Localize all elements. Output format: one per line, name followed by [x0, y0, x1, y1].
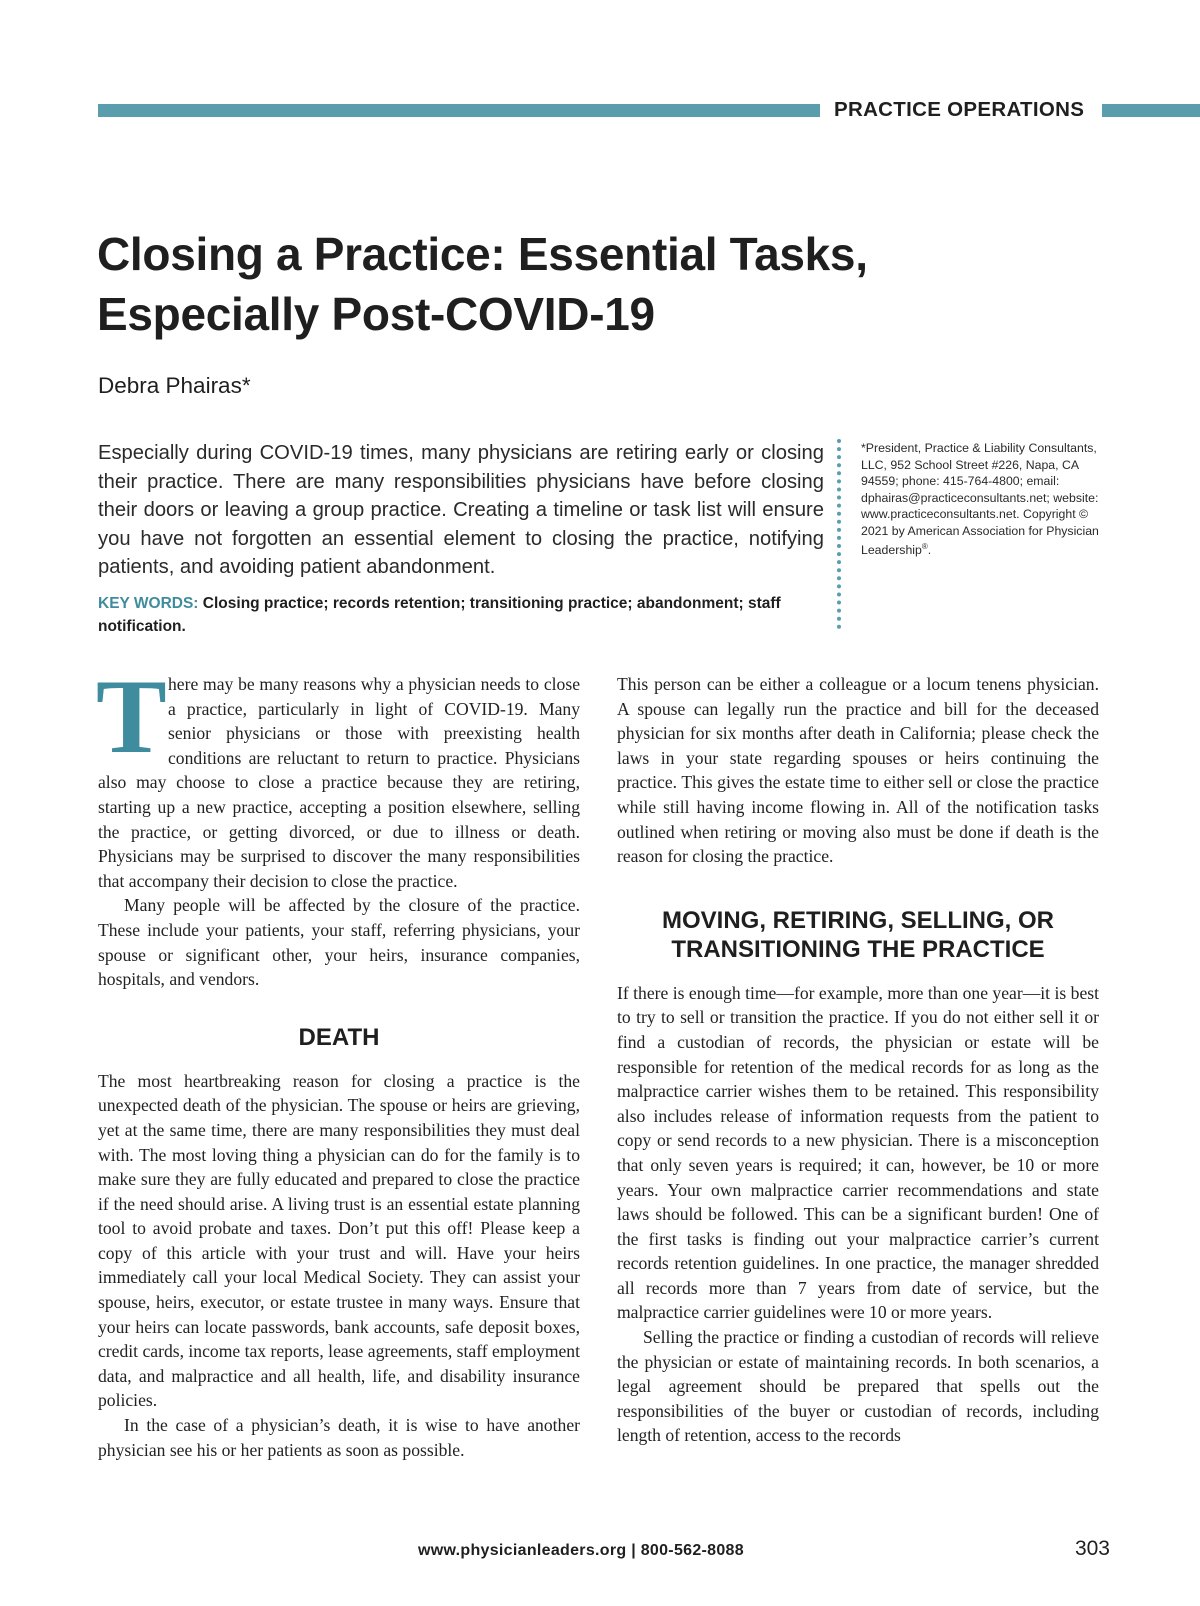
intro-paragraph: [96, 658, 580, 893]
article-title: Closing a Practice: Essential Tasks, Especially Post-COVID-19: [97, 228, 868, 340]
registered-mark: ®: [921, 542, 928, 551]
body-column-right: [617, 672, 1099, 1448]
affiliation-end: .: [927, 543, 932, 558]
article-abstract: Especially during COVID-19 times, many physicians are retiring early or closing their practice. There are many responsibilities physicians have before closing their doors or leaving a group practice. Creating a timeline or task list will ensure you have not forgotten an essential element to closing the practice, notifying patients, and avoiding patient abandonment.: [98, 442, 824, 579]
keywords-label: KEY WORDS:: [98, 595, 199, 612]
header-rule-right: [1102, 104, 1200, 117]
selling-paragraph: Selling the practice or finding a custodian of records will relieve the physician or estate of maintaining records. In both scenarios, a legal agreement should be prepared that spells out the responsibilities of the buyer or custodian of records, including length of retention, access to the records: [617, 1327, 1099, 1446]
death-paragraph: The most heartbreaking reason for closing a practice is the unexpected death of the physician. The spouse or heirs are grieving, yet at the same time, there are many responsibilities they must deal with. The most loving thing a physician can do for the family is to make sure they are fully educated and prepared to close the practice if the need should arise. A living trust is an essential estate planning tool to avoid probate and taxes. Don’t put this off! Please keep a copy of this article with your trust and will. Have your heirs immediately call your local Medical Society. They can assist your spouse, heirs, executor, or estate trustee in many ways. Ensure that your heirs can locate passwords, bank accounts, safe deposit boxes, credit cards, income tax reports, lease agreements, staff employment data, and malpractice and all health, life, and disability insurance policies.: [98, 1070, 580, 1411]
section-label: PRACTICE OPERATIONS: [834, 98, 1085, 121]
drop-cap: T: [96, 658, 167, 775]
keywords-text: Closing practice; records retention; transitioning practice; abandonment; staff notification.: [98, 595, 781, 635]
affiliation-text: *President, Practice & Liability Consultants, LLC, 952 School Street #226, Napa, CA 94559; phone: 415-764-4800; email: dphairas@practiceconsultants.net; website: www.practiceconsultants.net. Copyright © 2021 by American Association for Physician Leadership: [861, 441, 1099, 558]
locum-paragraph: This person can be either a colleague or a locum tenens physician. A spouse can legally run the practice and bill for the deceased physician for six months after death in California; please check the laws in your state regarding spouses or heirs continuing the practice. This gives the estate time to either sell or close the practice while still having income flowing in. All of the notification tasks outlined when retiring or moving also must be done if death is the reason for closing the practice.: [617, 674, 1099, 867]
intro-paragraph-text: here may be many reasons why a physician needs to close a practice, particularly in light of COVID-19. Many senior physicians or those with preexisting health conditions are reluctant to return to practice. Physicians also may choose to close a practice because they are retiring, starting up a new practice, accepting a position elsewhere, selling the practice, or getting divorced, or due to illness or death. Physicians may be surprised to discover the many responsibilities that accompany their decision to close the practice.: [98, 674, 580, 891]
moving-heading: MOVING, RETIRING, SELLING, OR TRANSITIONING THE PRACTICE: [661, 906, 1054, 963]
affected-paragraph: Many people will be affected by the closure of the practice. These include your patients, your staff, referring physicians, your spouse or significant other, your heirs, insurance companies, hospitals, and vendors.: [98, 895, 580, 990]
death-paragraph-2: In the case of a physician’s death, it is wise to have another physician see his or her patients as soon as possible.: [98, 1415, 580, 1460]
sidebar-divider: [837, 439, 841, 629]
moving-paragraph: If there is enough time—for example, more than one year—it is best to try to sell or transition the practice. If you do not either sell it or find a custodian of records, the physician or estate will be responsible for retention of the medical records for as long as the malpractice carrier wishes them to be retained. This responsibility also includes release of information requests from the patient to copy or send records to a new physician. There is a misconception that only seven years is required; it can, however, be 10 or more years. Your own malpractice carrier recommendations and state laws should be followed. This can be a significant burden! One of the first tasks is finding out your malpractice carrier’s current records retention guidelines. In one practice, the manager shredded all records more than 7 years from date of service, but the malpractice carrier guidelines were 10 or more years.: [617, 982, 1099, 1323]
header-rule-left: [98, 104, 820, 117]
article-author: Debra Phairas*: [98, 373, 251, 398]
body-column-left: [96, 658, 580, 1462]
author-affiliation: [861, 440, 1101, 559]
footer-website-phone: www.physicianleaders.org | 800-562-8088: [418, 1542, 744, 1559]
keywords: [98, 592, 824, 638]
death-heading: DEATH: [298, 1023, 380, 1051]
page-number: 303: [1074, 1537, 1110, 1560]
